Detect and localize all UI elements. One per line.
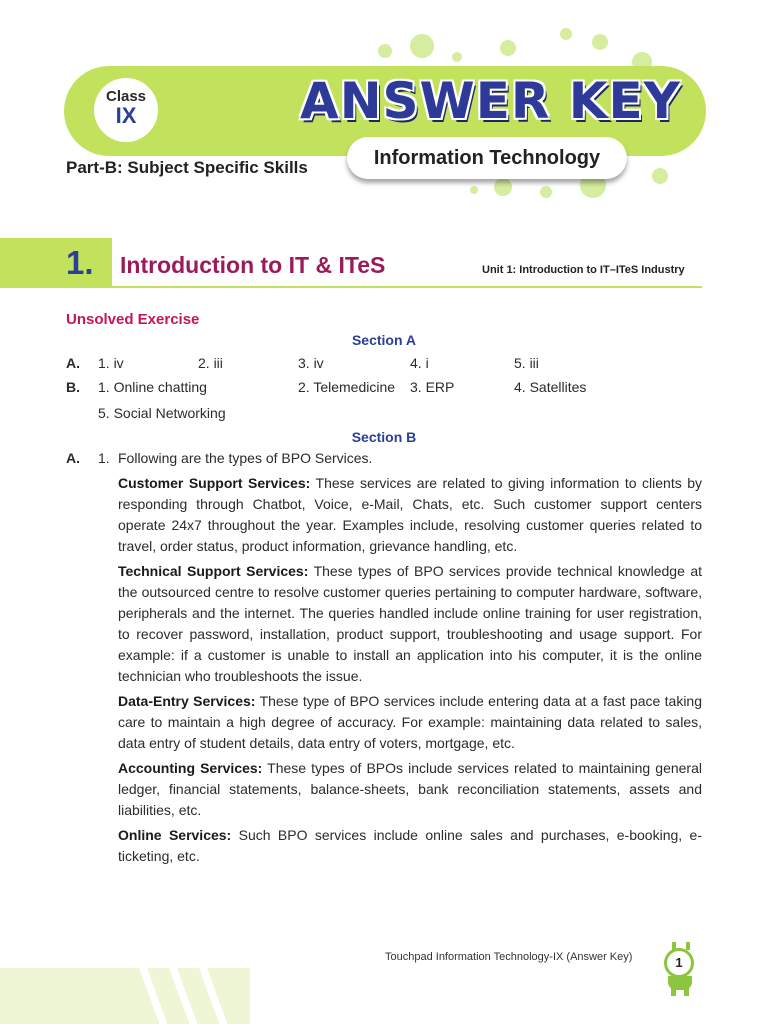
service-paragraph xyxy=(118,561,702,687)
answer-item: 5. iii xyxy=(514,355,539,371)
service-text: These types of BPOs include services related to maintaining general ledger, financial statements, balance-sheets, bank reconciliation statements, assets and liabilities, etc. xyxy=(118,760,702,818)
service-paragraph xyxy=(118,825,702,867)
decor-dot xyxy=(540,186,552,198)
answer-item: 2. Telemedicine xyxy=(298,379,396,395)
service-term: Customer Support Services: xyxy=(118,475,311,491)
answer-item: 1. Online chatting xyxy=(98,379,207,395)
service-term: Technical Support Services: xyxy=(118,563,309,579)
class-badge xyxy=(94,78,158,142)
decor-dot xyxy=(500,40,516,56)
chapter-number: 1. xyxy=(66,244,94,281)
answer-item: 4. Satellites xyxy=(514,379,587,395)
decor-dot xyxy=(652,168,668,184)
answer-item: 3. ERP xyxy=(410,379,455,395)
class-number: IX xyxy=(115,103,137,128)
service-text: These services are related to giving information to clients by responding through Chatbot, Voice, e-Mail, Chats, etc. Such customer support centers operate 24x7 throughout the year. Examples include, resolving customer queries related to travel, order status, product information, grievance handling, etc. xyxy=(118,475,702,554)
chapter-title: Introduction to IT & ITeS xyxy=(120,252,386,278)
section-a-title: Section A xyxy=(351,332,417,348)
answer-item: 4. i xyxy=(410,355,429,371)
decor-dot xyxy=(470,186,478,194)
question-number: 1. xyxy=(98,450,110,466)
mascot-leg-icon xyxy=(684,988,689,996)
service-text: Such BPO services include online sales and purchases, e-booking, e-ticketing, etc. xyxy=(118,827,702,864)
class-label: Class xyxy=(105,88,147,105)
chapter-divider xyxy=(112,286,702,288)
page-title: ANSWER KEY xyxy=(300,72,681,130)
decor-dot xyxy=(592,34,608,50)
section-a-row-a-label: A. xyxy=(66,355,80,371)
mascot-leg-icon xyxy=(671,988,676,996)
decor-dot xyxy=(378,44,392,58)
answer-intro: Following are the types of BPO Services. xyxy=(118,450,373,466)
service-term: Online Services: xyxy=(118,827,232,843)
section-b-label: A. xyxy=(66,450,80,466)
answer-item: 5. Social Networking xyxy=(98,405,226,421)
service-term: Accounting Services: xyxy=(118,760,263,776)
section-b-title: Section B xyxy=(351,429,417,445)
service-paragraph xyxy=(118,691,702,754)
service-paragraph xyxy=(118,473,702,557)
footer-text: Touchpad Information Technology-IX (Answer Key) xyxy=(385,951,633,963)
decor-dot xyxy=(494,178,512,196)
service-paragraph xyxy=(118,758,702,821)
service-text: These type of BPO services include entering data at a fast pace taking care to maintain a high degree of accuracy. For example: maintaining data related to sales, data entry of student details, data entry of voters, mortgage, etc. xyxy=(118,693,702,751)
exercise-title: Unsolved Exercise xyxy=(66,311,200,328)
service-text: These types of BPO services provide technical knowledge at the outsourced centre to resolve customer queries pertaining to computer hardware, software, peripherals and the internet. The queries handled include online training for user registration, to recover password, installation, product support, troubleshooting and usage support. For example: if a customer is unable to install an application into his computer, it is the online technician who troubleshoots the issue. xyxy=(118,563,703,684)
decor-dot xyxy=(560,28,572,40)
part-label: Part-B: Subject Specific Skills xyxy=(66,158,308,177)
service-term: Data-Entry Services: xyxy=(118,693,256,709)
decor-dot xyxy=(410,34,434,58)
section-a-row-b-label: B. xyxy=(66,379,80,395)
page-number: 1 xyxy=(664,948,694,978)
mascot-ear-icon xyxy=(686,942,690,950)
subject-label: Information Technology xyxy=(347,137,627,179)
decor-dot xyxy=(452,52,462,62)
unit-label: Unit 1: Introduction to IT–ITeS Industry xyxy=(482,264,685,276)
answer-item: 2. iii xyxy=(198,355,223,371)
chapter-band xyxy=(0,238,112,288)
answer-item: 3. iv xyxy=(298,355,324,371)
answer-item: 1. iv xyxy=(98,355,124,371)
